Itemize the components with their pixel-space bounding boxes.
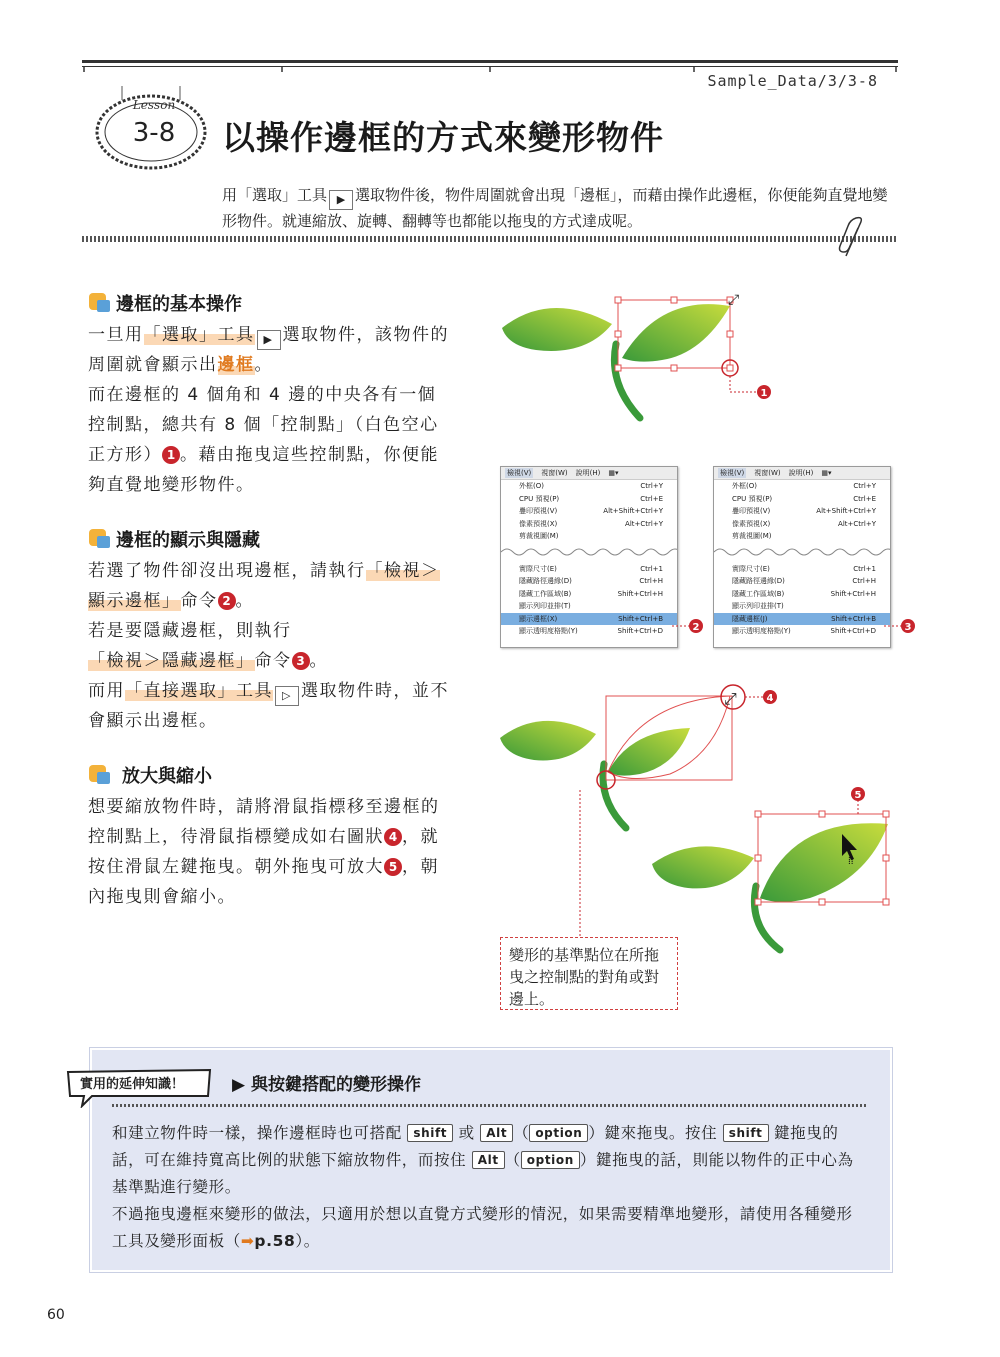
callout-leader [730,376,758,392]
menu-item[interactable]: 顯示列印並排(T) [519,602,571,611]
leaf-right [622,304,730,361]
view-menu-hide-bounding-box [713,466,891,648]
page-reference[interactable]: p.58 [254,1232,296,1250]
resize-cursor-icon: ⤢ [728,292,740,308]
tip-text: 和建立物件時一樣，操作邊框時也可搭配 [112,1124,402,1142]
body-text: 命令 [180,591,218,611]
body-text: 命令 [254,651,292,671]
body-text: 選取物件時，並不會顯示出邊框。 [88,681,449,731]
intro-text-1: 用「選取」工具 [222,186,328,204]
menu-item[interactable]: 實際尺寸(E) Ctrl+1 [519,564,663,573]
leaf-right [608,728,690,776]
callout-2-marker [672,618,704,634]
menu-item[interactable]: CPU 預視(P) Ctrl+E [732,494,876,503]
menu-item[interactable]: 疊印預視(V) Alt+Shift+Ctrl+Y [732,507,876,516]
key-option: option [529,1124,588,1142]
body-text: 。 [235,591,254,611]
leaf-left [502,308,612,351]
figure-leaf-bounding-box [490,284,780,434]
body-text: ，朝內拖曳則會縮小。 [88,857,439,907]
lesson-point-icon [88,292,112,314]
tip-divider [112,1104,866,1107]
section-heading-show-hide [88,526,260,552]
section-body-scale [88,792,452,912]
figure-scaling [490,680,900,960]
intro-divider [82,236,898,242]
body-text: 。 [254,355,273,375]
key-option: option [521,1151,580,1169]
menu-help[interactable]: 說明(H) [788,469,814,477]
menu-item[interactable]: 外框(O) Ctrl+Y [732,482,876,491]
direct-selection-tool-icon: ▷ [275,686,299,706]
page-ref-arrow-icon: ➡ [240,1232,255,1250]
menu-item[interactable]: 像素預視(X) Alt+Ctrl+Y [519,519,663,528]
menu-bar [714,467,890,480]
tip-body: 和建立物件時一樣，操作邊框時也可搭配 shift 或 Alt （ option ）鍵來拖曳。按住 shift 鍵拖曳的話，可在維持寬高比例的狀態下縮放物件，而按住 Alt （ option ）鍵拖曳的話，則能以物件的正中心為基準點進行變形。 不過拖曳邊框來變形的做法，只適用於想以直覺方式變形的情況，如果需要精準地變形，請使用各種變形工具及變形面板（➡p.58）。 [112,1124,854,1250]
callout-2: 2 [692,622,700,633]
callout-1: 1 [760,388,768,399]
callout-3: 3 [904,622,912,633]
tip-text: 鍵拖曳的話，可在維持寬高比例的狀態下縮放物件，而按住 [112,1124,839,1169]
menu-item[interactable]: 隱藏路徑邊緣(D) Ctrl+H [519,577,663,586]
intro-text-2: 選取物件後，物件周圍就會出現「邊框」，而藉由操作此邊框，你便能夠直覺地變形物件。就連縮放、旋轉、翻轉等也都能以拖曳的方式達成呢。 [222,186,888,230]
tip-heading-text: 與按鍵搭配的變形操作 [251,1075,421,1095]
lesson-label: Lesson [132,98,176,112]
page-title: 以操作邊框的方式來變形物件 [222,118,664,157]
callout-3-marker [884,618,916,634]
callout-number: 3 [292,652,310,670]
callout-4: 4 [766,693,774,704]
leaf-right-2 [760,823,888,902]
play-arrow-icon: ▶ [232,1075,246,1095]
menu-item[interactable]: 顯示列印並排(T) [732,602,784,611]
callout-number: 5 [384,858,402,876]
callout-5: 5 [854,790,862,801]
view-menu-show-bounding-box [500,466,678,648]
leaf-left-2 [652,846,754,888]
body-text: 。 [309,651,328,671]
menu-item[interactable]: 疊印預視(V) Alt+Shift+Ctrl+Y [519,507,663,516]
paperclip-icon [836,216,868,260]
resize-cursor-icon: ⤢ [724,689,737,708]
menu-item[interactable]: 像素預視(X) Alt+Ctrl+Y [732,519,876,528]
menu-view[interactable]: 檢視(V) [507,469,532,477]
menu-help[interactable]: 說明(H) [575,469,601,477]
body-text: 選取物件，該物件的周圍就會顯示出 [88,325,449,375]
section-body-show-hide [88,556,452,736]
scale-cursor-badge-icon: ⁞⁞ [848,856,854,867]
section-heading-text: 放大與縮小 [122,766,212,787]
menu-item[interactable]: 剪裁視圖(M) [732,532,772,541]
body-text: 若是要隱藏邊框，則執行 [88,621,292,641]
menu-item[interactable]: 顯示透明度格點(Y) Shift+Ctrl+D [519,627,663,636]
selection-tool-icon: ▶ [329,190,353,210]
section-heading-text: 邊框的顯示與隱藏 [116,530,260,551]
figure-note: 變形的基準點位在所拖曳之控制點的對角或對邊上。 [500,937,678,1010]
callout-number: 1 [162,446,180,464]
page-number: 60 [47,1307,65,1323]
menu-item[interactable]: 外框(O) Ctrl+Y [519,482,663,491]
menu-item-show-bounding-box[interactable]: 顯示邊框(X) Shift+Ctrl+B [501,613,677,626]
tip-text: ）。 [295,1232,320,1250]
tip-heading [232,1070,421,1095]
menu-break-wave [501,543,677,561]
lesson-number: 3-8 [132,118,176,148]
menu-window[interactable]: 視窗(W) [754,469,781,477]
workspace-switcher-icon[interactable]: ▦▾ [821,469,832,477]
body-text: 想要縮放物件時，請將滑鼠指標移至邊框的控制點上，待滑鼠指標變成如右圖狀 [88,797,440,847]
lesson-point-icon [88,764,112,786]
lesson-point-icon [88,528,112,550]
tip-text: 不過拖曳邊框來變形的做法，只適用於想以直覺方式變形的情況，如果需要精準地變形，請使用各種變形工具及變形面板（ [112,1205,853,1250]
menu-item[interactable]: 實際尺寸(E) Ctrl+1 [732,564,876,573]
menu-bar [501,467,677,480]
body-text: 而用 [88,681,125,701]
key-alt: Alt [480,1124,513,1142]
menu-item[interactable]: CPU 預視(P) Ctrl+E [519,494,663,503]
keyword-bounding-box: 邊框 [217,355,255,375]
section-body-basic [88,320,452,500]
menu-item[interactable]: 隱藏路徑邊緣(D) Ctrl+H [732,577,876,586]
body-text: ，就按住滑鼠左鍵拖曳。朝外拖曳可放大 [88,827,439,877]
leaf-left [500,721,596,761]
menu-window[interactable]: 視窗(W) [541,469,568,477]
section-heading-basic [88,290,242,316]
menu-item[interactable]: 隱藏工作區域(B) Shift+Ctrl+H [732,589,876,598]
highlight-direct-selection: 「直接選取」工具 [125,681,273,701]
section-heading-scale [88,762,212,788]
menu-view[interactable]: 檢視(V) [720,469,745,477]
body-text: 。藉由拖曳這些控制點，你便能夠直覺地變形物件。 [88,445,439,495]
body-text: 一旦用 [88,325,144,345]
key-shift: shift [407,1124,453,1142]
body-text: 而在邊框的 4 個角和 4 邊的中央各有一個控制點，總共有 8 個「控制點」（白色空心正方形） [88,385,439,465]
callout-number: 4 [384,828,402,846]
tip-badge-text: 實用的延伸知識！ [80,1077,185,1092]
tip-text: 鍵來拖曳。按住 [604,1124,718,1142]
menu-item[interactable]: 顯示透明度格點(Y) Shift+Ctrl+D [732,627,876,636]
key-alt: Alt [472,1151,505,1169]
intro-paragraph [222,184,892,233]
highlight-show-command: 「檢視＞顯示邊框」 [88,561,440,611]
sample-data-path: Sample_Data/3/3-8 [707,72,878,90]
menu-break-wave [714,543,890,561]
tip-text: 鍵拖曳的話，則能以物件的正中心為基準點進行變形。 [112,1151,854,1196]
menu-item[interactable]: 剪裁視圖(M) [519,532,559,541]
menu-item-hide-bounding-box[interactable]: 隱藏邊框(J) Shift+Ctrl+B [714,613,890,626]
highlight-selection-tool: 「選取」工具 [143,325,255,345]
highlight-hide-command: 「檢視＞隱藏邊框」 [88,651,255,671]
tip-text: 或 [458,1124,475,1142]
tip-badge [64,1068,214,1096]
key-shift: shift [723,1124,769,1142]
workspace-switcher-icon[interactable]: ▦▾ [608,469,619,477]
section-heading-text: 邊框的基本操作 [116,294,242,315]
body-text: 若選了物件卻沒出現邊框，請執行 [88,561,366,581]
selection-tool-icon: ▶ [257,330,281,350]
menu-item[interactable]: 隱藏工作區域(B) Shift+Ctrl+H [519,589,663,598]
callout-number: 2 [218,592,236,610]
